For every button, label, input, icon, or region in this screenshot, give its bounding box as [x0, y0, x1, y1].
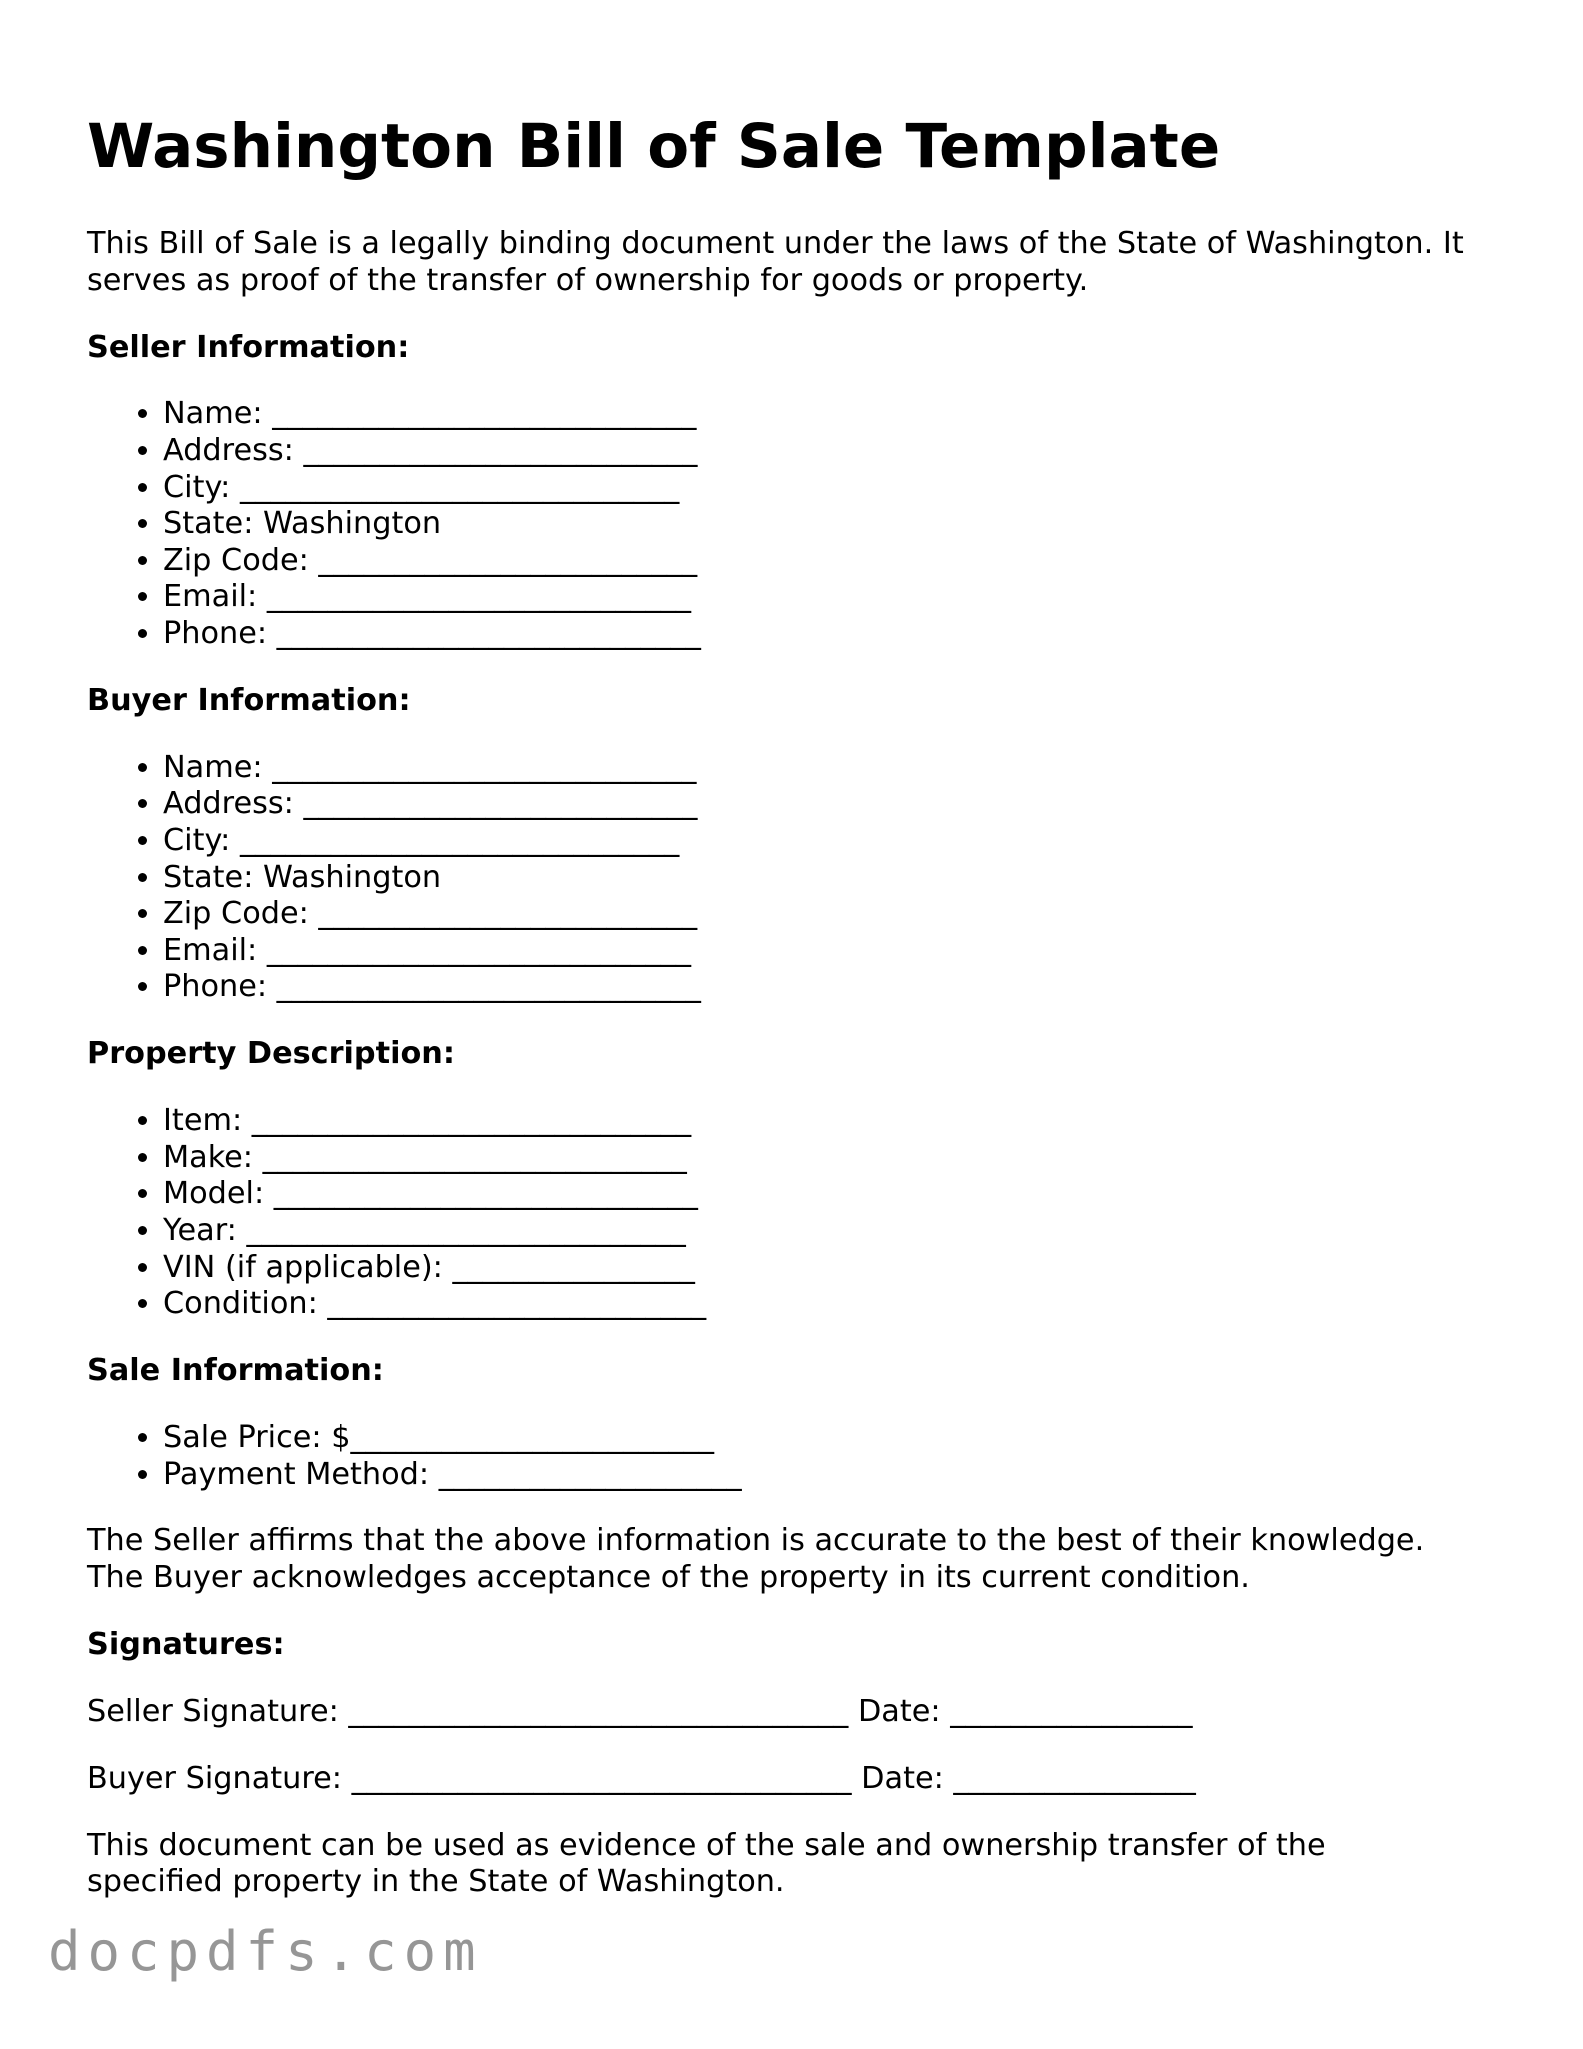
seller-zip-field: • Zip Code: _________________________ [163, 543, 1527, 580]
property-condition-field: • Condition: _________________________ [163, 1286, 1527, 1323]
seller-signature-line: Seller Signature: _________________________________ Date: ________________ [87, 1693, 1193, 1729]
intro-line-2: serves as proof of the transfer of ownership for goods or property. [87, 262, 1089, 298]
acknowledgement-line-2: The Buyer acknowledges acceptance of the property in its current condition. [87, 1559, 1250, 1595]
acknowledgement-line-1: The Seller affirms that the above information is accurate to the best of their knowledge. [87, 1523, 1425, 1559]
seller-fields-list [87, 396, 1527, 652]
property-model-field: • Model: ____________________________ [163, 1176, 1527, 1213]
buyer-email-field: • Email: ____________________________ [163, 933, 1527, 970]
acknowledgement-paragraph [87, 1523, 1527, 1596]
property-fields-list [87, 1103, 1527, 1323]
seller-address-field: • Address: __________________________ [163, 433, 1527, 470]
seller-city-field: • City: _____________________________ [163, 470, 1527, 507]
buyer-city-field: • City: _____________________________ [163, 823, 1527, 860]
document-page [87, 110, 1527, 1901]
closing-line-2: specified property in the State of Washington. [87, 1864, 785, 1900]
page-title: Washington Bill of Sale Template [87, 110, 1221, 182]
sale-fields-list [87, 1420, 1527, 1493]
closing-line-1: This document can be used as evidence of the sale and ownership transfer of the [87, 1827, 1326, 1863]
payment-method-field: • Payment Method: ____________________ [163, 1457, 1527, 1494]
sale-information-heading: Sale Information: [87, 1353, 384, 1389]
buyer-information-heading: Buyer Information: [87, 682, 411, 718]
buyer-fields-list [87, 750, 1527, 1006]
property-item-field: • Item: _____________________________ [163, 1103, 1527, 1140]
buyer-state-field: • State: Washington [163, 860, 1527, 897]
seller-state-field: • State: Washington [163, 506, 1527, 543]
buyer-name-field: • Name: ____________________________ [163, 750, 1527, 787]
seller-phone-field: • Phone: ____________________________ [163, 616, 1527, 653]
seller-name-field: • Name: ____________________________ [163, 396, 1527, 433]
buyer-signature-line: Buyer Signature: _________________________________ Date: ________________ [87, 1760, 1196, 1796]
seller-information-heading: Seller Information: [87, 329, 410, 365]
property-make-field: • Make: ____________________________ [163, 1140, 1527, 1177]
intro-paragraph [87, 226, 1527, 299]
intro-line-1: This Bill of Sale is a legally binding document under the laws of the State of Washington. It [87, 226, 1464, 262]
sale-price-field: • Sale Price: $________________________ [163, 1420, 1527, 1457]
closing-paragraph [87, 1828, 1527, 1901]
property-vin-field: • VIN (if applicable): ________________ [163, 1250, 1527, 1287]
signatures-heading: Signatures: [87, 1626, 285, 1662]
property-year-field: • Year: _____________________________ [163, 1213, 1527, 1250]
buyer-phone-field: • Phone: ____________________________ [163, 969, 1527, 1006]
buyer-address-field: • Address: __________________________ [163, 786, 1527, 823]
seller-email-field: • Email: ____________________________ [163, 579, 1527, 616]
buyer-zip-field: • Zip Code: _________________________ [163, 896, 1527, 933]
property-description-heading: Property Description: [87, 1036, 455, 1072]
watermark: docpdfs.com [48, 1920, 483, 1983]
